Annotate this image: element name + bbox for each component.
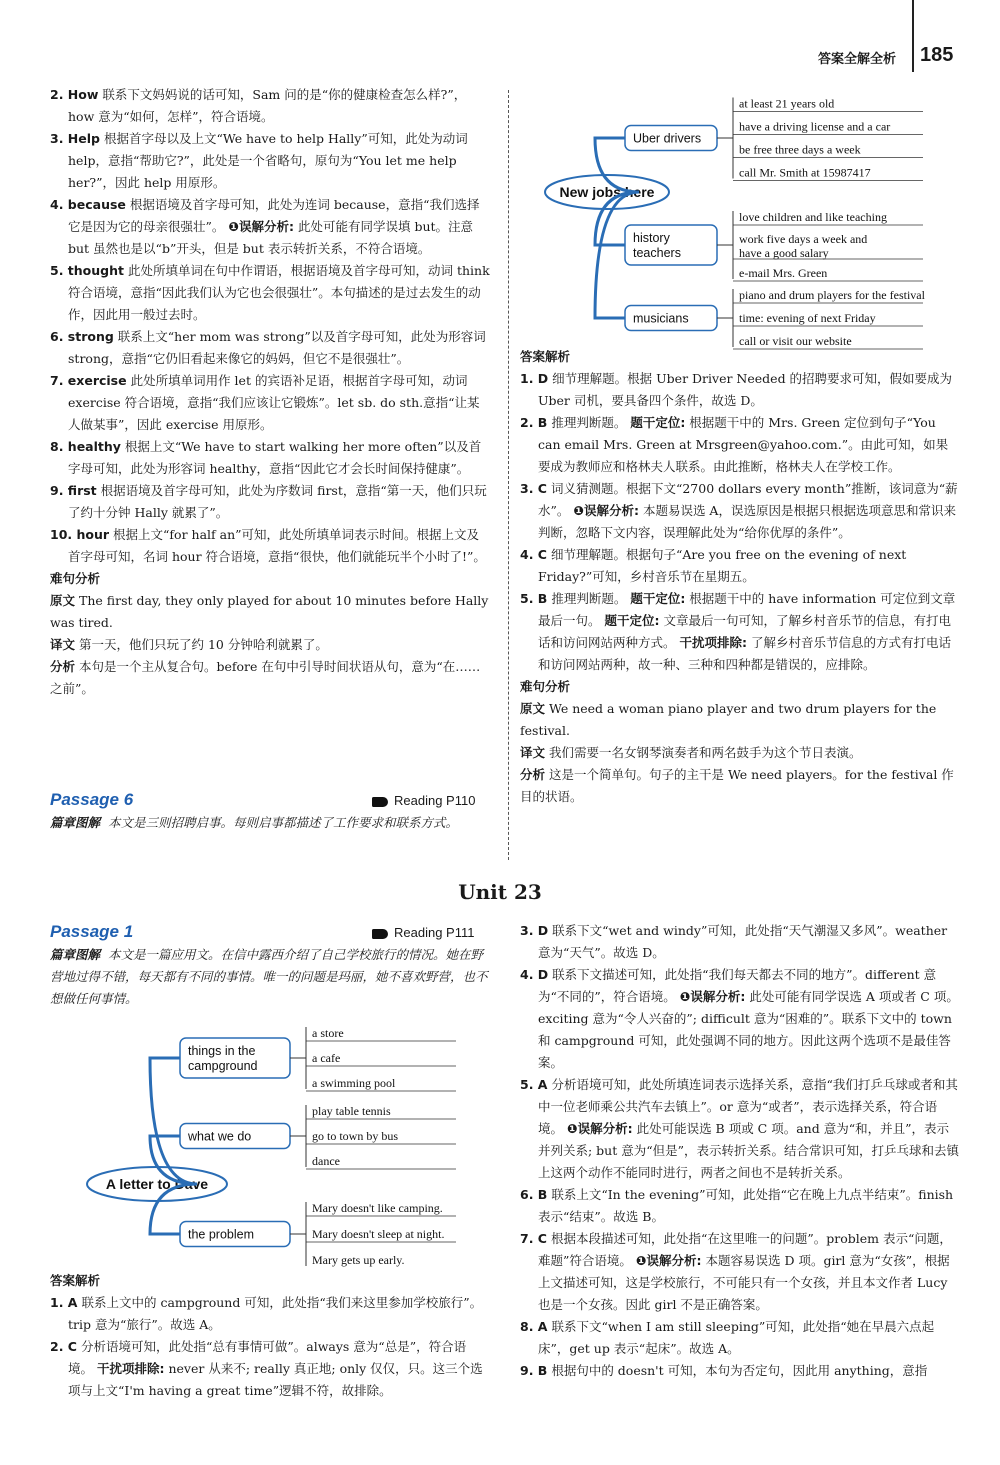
map-leaf: a swimming pool: [312, 1076, 396, 1090]
row-text: The first day, they only played for about 10 minutes before Hally was tired.: [50, 593, 489, 630]
answer-item: [50, 194, 490, 260]
answer-item: [520, 478, 960, 544]
map-branch-label: Uber drivers: [633, 131, 702, 146]
analysis-tag: ❶误解分析:: [573, 503, 639, 518]
difficult-row: [520, 742, 960, 764]
map-root: [87, 1167, 227, 1201]
map-leaf: be free three days a week: [739, 142, 861, 157]
map-leaf: Mary doesn't like camping.: [312, 1201, 443, 1215]
analysis-tag: ❶误解分析:: [635, 1253, 702, 1268]
row-text: 这是一个简单句。句子的主干是 We need players。for the festival 作目的状语。: [520, 767, 954, 804]
passage6-title: Passage 6: [50, 790, 134, 809]
analysis-tag: ❶误解分析:: [567, 1121, 633, 1136]
answer-text: 根据句中的 doesn't 可知，本句为否定句，因此用 anything，意指: [551, 1363, 928, 1378]
answer-item: [520, 588, 960, 676]
answer-text: 推理判断题。: [551, 591, 627, 606]
answer-text: 根据语境及首字母可知，此处为序数词 first，意指“第一天，他们只玩了约十分钟 Hally 就累了”。: [68, 483, 487, 520]
map-leaf: Mary doesn't sleep at night.: [312, 1227, 445, 1241]
answer-item: [50, 436, 490, 480]
map-leaf: time: evening of next Friday: [739, 311, 876, 325]
answer-label: 8. A: [520, 1319, 548, 1334]
passage1-intro: [50, 944, 490, 1010]
answer-label: 6. strong: [50, 329, 114, 344]
row-label: 原文: [520, 701, 546, 716]
answer-text: 联系上文“her mom was strong”以及首字母可知，此处为形容词 strong，意指“它仍旧看起来像它的妈妈，但它不是很强壮”。: [68, 329, 486, 366]
right-bottom-answers: [520, 920, 960, 1382]
answer-label: 9. first: [50, 483, 97, 498]
row-text: 我们需要一名女钢琴演奏者和两名鼓手为这个节日表演。: [549, 745, 862, 760]
passage1-reading: [372, 925, 474, 940]
map-leaf: love children and like teaching: [739, 210, 887, 224]
row-text: 本句是一个主从复合句。before 在句中引导时间状语从句，意为“在……之前”。: [50, 659, 481, 696]
difficult-row: [520, 698, 960, 742]
unit-title: Unit 23: [458, 880, 542, 904]
map-leaf: at least 21 years old: [739, 96, 835, 111]
answer-label: 5. B: [520, 591, 548, 606]
answer-item: [50, 1292, 490, 1336]
mind-map-letter: [85, 1012, 465, 1267]
answer-item: [520, 1228, 960, 1316]
reading-ref: Reading P110: [394, 793, 476, 808]
analysis-text: 文章最后一句可知，了解乡村音乐节的信息，有打电话和访问网站两种方式。: [538, 613, 951, 650]
answer-label: 4. C: [520, 547, 547, 562]
row-label: 译文: [520, 745, 546, 760]
answer-text: 根据首字母以及上文“We have to help Hally”可知，此处为动词 help，意指“帮助它?”，此处是一个省略句，原句为“You let me help her?”，因此 help 用原形。: [68, 131, 468, 190]
answer-label: 1. A: [50, 1295, 78, 1310]
answer-item: [50, 1336, 490, 1402]
analysis-tag: 题干定位:: [630, 415, 686, 430]
answer-text: 此处所填单词在句中作谓语，根据语境及首字母可知，动词 think 符合语境，意指“因此我们认为它也会很强壮”。本句描述的是过去发生的动作，因此用一般过去时。: [68, 263, 490, 322]
map-leaf: dance: [312, 1154, 340, 1168]
answer-item: [520, 964, 960, 1074]
left-bottom-answers: [50, 1270, 490, 1402]
answer-item: [50, 84, 490, 128]
map-root-label: A letter to Dave: [105, 1176, 209, 1192]
answer-item: [520, 1184, 960, 1228]
map-root-label: New jobs here: [559, 184, 655, 200]
answer-item: [50, 260, 490, 326]
answer-label: 3. Help: [50, 131, 100, 146]
answer-text: 联系下文妈妈说的话可知，Sam 问的是“你的健康检查怎么样?”，how 意为“如何，怎样”，符合语境。: [68, 87, 467, 124]
answer-text: 根据语境及首字母可知，此处为连词 because，意指“我们选择它是因为它的母亲很强壮”。: [68, 197, 480, 234]
section-heading: 答案解析: [520, 349, 571, 364]
map-branch: [150, 1026, 456, 1184]
answer-label: 2. B: [520, 415, 548, 430]
column-divider: [508, 90, 509, 860]
map-branch-label: the problem: [188, 1227, 255, 1242]
answer-text: 联系下文描述可知，此处指“我们每天都去不同的地方”。different 意为“不同的”，符合语境。: [538, 967, 937, 1004]
analysis-tag: 干扰项排除:: [97, 1361, 165, 1376]
answer-label: 9. B: [520, 1363, 548, 1378]
answer-label: 10. hour: [50, 527, 110, 542]
analysis-text: 此处可能有同学误选 A 项或者 C 项。exciting 意为“令人兴奋的”; difficult 意为“困难的”。联系下文中的 town 和 campground 可知，此处强调不同的地方。因此这两个选项不是最佳答案。: [538, 989, 959, 1070]
analysis-tag: 题干定位:: [604, 613, 660, 628]
map-leaf: have a driving license and a car: [739, 119, 891, 134]
map-leaf: call or visit our website: [739, 334, 852, 348]
row-label: 分析: [520, 767, 546, 782]
answer-item: [50, 524, 490, 568]
intro-label: 篇章图解: [50, 947, 101, 962]
left-answers: [50, 84, 490, 700]
answer-text: 联系上文“In the evening”可知，此处指“它在晚上九点半结束”。finish 表示“结束”。故选 B。: [538, 1187, 954, 1224]
map-branch-label: things in the campground: [188, 1044, 258, 1073]
answer-item: [520, 368, 960, 412]
passage6-reading: [372, 793, 475, 808]
analysis-tag: ❶误解分析:: [228, 219, 294, 234]
answer-text: 细节理解题。根据 Uber Driver Needed 的招聘要求可知，假如要成为 Uber 司机，要具备四个条件，故选 D。: [538, 371, 953, 408]
answer-item: [50, 480, 490, 524]
answer-item: [520, 412, 960, 478]
analysis-text: 此处可能误选 B 项或 C 项。and 意为“和，并且”，表示并列关系; but 意为“但是”，表示转折关系。结合常识可知，打乒乓球和去镇上这两个动作不能同时进行，两者之间也不是转折关系。: [538, 1121, 960, 1180]
answer-text: 推理判断题。: [551, 415, 627, 430]
answer-item: [50, 370, 490, 436]
difficult-row: [50, 634, 490, 656]
page-header: [0, 0, 1000, 80]
row-label: 译文: [50, 637, 76, 652]
answer-item: [520, 1316, 960, 1360]
answer-text: 联系下文“when I am still sleeping”可知，此处指“她在早晨六点起床”，get up 表示“起床”。故选 A。: [538, 1319, 935, 1356]
map-leaf: call Mr. Smith at 15987417: [739, 165, 871, 180]
difficult-row: [50, 590, 490, 634]
analysis-tag: 题干定位:: [630, 591, 686, 606]
answer-label: 3. C: [520, 481, 547, 496]
answer-label: 1. D: [520, 371, 549, 386]
answer-label: 7. exercise: [50, 373, 127, 388]
map-leaf: e-mail Mrs. Green: [739, 266, 828, 280]
intro-label: 篇章图解: [50, 815, 101, 830]
row-text: We need a woman piano player and two drum players for the festival.: [520, 701, 937, 738]
answer-label: 8. healthy: [50, 439, 121, 454]
answer-text: 词义猜测题。根据下文“2700 dollars every month”推断，该词意为“薪水”。: [538, 481, 958, 518]
answer-item: [520, 1360, 960, 1382]
intro-text: 本文是三则招聘启事。每则启事都描述了工作要求和联系方式。: [107, 815, 458, 830]
map-leaf: piano and drum players for the festival: [739, 288, 925, 302]
answer-label: 4. D: [520, 967, 549, 982]
analysis-text: 根据题干中的 have information 可定位到文章最后一句。: [538, 591, 956, 628]
answer-text: 联系上文中的 campground 可知，此处指“我们来这里参加学校旅行”。trip 意为“旅行”。故选 A。: [68, 1295, 483, 1332]
passage1-title: Passage 1: [50, 922, 134, 941]
answer-label: 6. B: [520, 1187, 548, 1202]
analysis-text: 此处可能有同学误填 but。注意 but 虽然也是以“b”开头，但是 but 表示转折关系，不符合语境。: [68, 219, 474, 256]
passage6-heading: [50, 790, 133, 810]
answer-label: 7. C: [520, 1231, 547, 1246]
map-leaf: a cafe: [312, 1051, 341, 1065]
answer-item: [520, 920, 960, 964]
section-heading: 难句分析: [520, 679, 571, 694]
answer-text: 根据本段描述可知，此处指“在这里唯一的问题”。problem 表示“问题，难题”符合语境。: [538, 1231, 952, 1268]
answer-text: 分析语境可知，此处指“总有事情可做”。always 意为“总是”，符合语境。: [68, 1339, 467, 1376]
answer-text: 联系下文“wet and windy”可知，此处指“天气潮湿又多风”。weather 意为“天气”。故选 D。: [538, 923, 948, 960]
answer-label: 4. because: [50, 197, 126, 212]
answer-text: 细节理解题。根据句子“Are you free on the evening of next Friday?”可知，乡村音乐节在星期五。: [538, 547, 907, 584]
analysis-text: 根据题干中的 Mrs. Green 定位到句子“You can email Mrs. Green at Mrsgreen@yahoo.com.”。由此可知，如果要成为教师应和格林夫人联系。由此推断，格林夫人在学校工作。: [538, 415, 949, 474]
header-title: 答案全解全析: [818, 52, 897, 67]
map-branch-label: history teachers: [633, 231, 681, 260]
right-answers: [520, 346, 960, 808]
answer-text: 根据上文“for half an”可知，此处所填单词表示时间。根据上文及首字母可知，名词 hour 符合语境，意指“很快，他们就能玩半个小时了!”。: [68, 527, 486, 564]
section-heading: 答案解析: [50, 1273, 101, 1288]
answer-text: 分析语境可知，此处所填连词表示选择关系，意指“我们打乒乓球或者和其中一位老师乘公共汽车去镇上”。or 意为“或者”，表示选择关系，符合语境。: [538, 1077, 958, 1136]
map-branch-label: what we do: [188, 1129, 252, 1144]
hand-pointer-icon: [372, 797, 388, 807]
map-leaf: a store: [312, 1026, 344, 1040]
analysis-text: never 从来不; really 真正地; only 仅仅，只。这三个选项与上文“I'm having a great time”逻辑不符，故排除。: [68, 1361, 483, 1398]
intro-text: 本文是一篇应用文。在信中露西介绍了自己学校旅行的情况。她在野营地过得不错，每天都有不同的事情。唯一的问题是玛丽，她不喜欢野营，也不想做任何事情。: [50, 947, 488, 1006]
analysis-tag: 干扰项排除:: [679, 635, 747, 650]
mind-map-jobs: [515, 80, 955, 350]
map-leaf: Mary gets up early.: [312, 1253, 405, 1267]
row-label: 分析: [50, 659, 76, 674]
analysis-text: 了解乡村音乐节信息的方式有打电话和访问网站两种，故一种、三种和四种都是错误的，应排除。: [538, 635, 951, 672]
answer-label: 5. thought: [50, 263, 124, 278]
map-leaf: go to town by bus: [312, 1129, 399, 1143]
page-number: 185: [920, 44, 954, 66]
answer-item: [520, 1074, 960, 1184]
answer-label: 2. How: [50, 87, 99, 102]
passage1-heading: [50, 922, 133, 942]
row-label: 原文: [50, 593, 76, 608]
difficult-row: [50, 656, 490, 700]
hand-pointer-icon: [372, 929, 388, 939]
answer-item: [50, 128, 490, 194]
answer-text: 根据上文“We have to start walking her more often”以及首字母可知，此处为形容词 healthy，意指“因此它才会长时间保持健康”。: [68, 439, 482, 476]
answer-item: [50, 326, 490, 370]
analysis-text: 本题容易误选 D 项。girl 意为“女孩”，根据上文描述可知，这是学校旅行，不可能只有一个女孩，并且本文作者 Lucy 也是一个女孩。因此 girl 不是正确答案。: [538, 1253, 950, 1312]
header-divider: [912, 0, 914, 72]
answer-label: 5. A: [520, 1077, 548, 1092]
map-branch-label: musicians: [633, 311, 689, 326]
analysis-tag: ❶误解分析:: [679, 989, 746, 1004]
row-text: 第一天，他们只玩了约 10 分钟哈利就累了。: [79, 637, 328, 652]
analysis-text: 本题易误选 A，误选原因是根据只根据选项意思和常识来判断，忽略下文内容，误理解此处为“给你优厚的条件”。: [538, 503, 956, 540]
passage6-intro: [50, 812, 490, 834]
section-heading: 难句分析: [50, 571, 101, 586]
answer-item: [520, 544, 960, 588]
answer-label: 2. C: [50, 1339, 77, 1354]
reading-ref: Reading P111: [394, 925, 475, 940]
map-leaf: work five days a week and have a good salary: [739, 232, 868, 260]
map-leaf: play table tennis: [312, 1104, 391, 1118]
answer-label: 3. D: [520, 923, 549, 938]
difficult-row: [520, 764, 960, 808]
answer-text: 此处所填单词用作 let 的宾语补足语，根据首字母可知，动词 exercise 符合语境，意指“我们应该让它锻炼”。let sb. do sth.意指“让某人做某事”，因此 exercise 用原形。: [68, 373, 480, 432]
